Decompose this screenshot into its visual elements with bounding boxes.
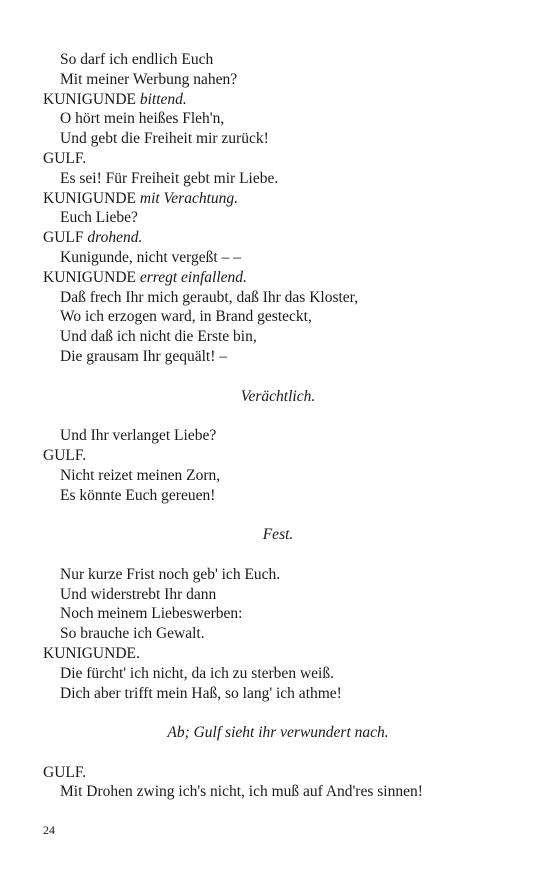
verse-line: Mit Drohen zwing ich's nicht, ich muß auf And'res sinnen!: [60, 783, 423, 801]
stage-direction: Verächtlich.: [240, 387, 316, 405]
speaker-name: KUNIGUNDE: [43, 90, 136, 108]
stage-direction: Ab; Gulf sieht ihr verwundert nach.: [167, 724, 389, 742]
speaker-heading: [43, 90, 513, 110]
stage-direction-inline: bittend.: [139, 90, 187, 108]
speaker-name: GULF.: [43, 446, 87, 464]
verse-line: Kunigunde, nicht vergeßt – –: [60, 248, 241, 266]
blank-line: [43, 545, 513, 565]
verse-line: So brauche ich Gewalt.: [60, 625, 205, 643]
verse-line: So darf ich endlich Euch: [60, 51, 214, 68]
verse-line: Die fürcht' ich nicht, da ich zu sterben weiß.: [60, 664, 334, 682]
verse-line: O hört mein heißes Fleh'n,: [60, 110, 225, 128]
verse-line: Wo ich erzogen ward, in Brand gesteckt,: [60, 308, 312, 326]
speaker-name: KUNIGUNDE: [43, 268, 136, 286]
speaker-name: KUNIGUNDE.: [43, 644, 140, 662]
verse-line: Es könnte Euch gereuen!: [60, 486, 216, 504]
speaker-heading: [43, 189, 513, 209]
speaker-heading: [43, 228, 513, 248]
verse-line: Und widerstrebt Ihr dann: [60, 585, 217, 603]
blank-line: [43, 505, 513, 525]
speaker-heading: [43, 644, 513, 664]
speaker-heading: [43, 763, 513, 783]
verse-line: Euch Liebe?: [60, 209, 138, 227]
speaker-heading: [43, 149, 513, 169]
verse-line: Noch meinem Liebeswerben:: [60, 605, 243, 623]
stage-direction: Fest.: [262, 526, 294, 544]
stage-direction-inline: mit Verachtung.: [139, 189, 239, 207]
verse-line: Und gebt die Freiheit mir zurück!: [60, 130, 269, 148]
page-number: 24: [43, 823, 55, 837]
speaker-name: KUNIGUNDE: [43, 189, 136, 207]
speaker-name: GULF.: [43, 763, 87, 781]
speaker-name: GULF.: [43, 149, 87, 167]
blank-line: [43, 367, 513, 387]
play-text: [43, 50, 513, 802]
speaker-heading: [43, 268, 513, 288]
verse-line: Es sei! Für Freiheit gebt mir Liebe.: [60, 169, 279, 187]
verse-line: Dich aber trifft mein Haß, so lang' ich athme!: [60, 684, 342, 702]
verse-line: Mit meiner Werbung nahen?: [60, 70, 238, 88]
blank-line: [43, 406, 513, 426]
stage-direction-inline: erregt einfallend.: [139, 268, 247, 286]
speaker-name: GULF: [43, 229, 84, 247]
verse-line: Nur kurze Frist noch geb' ich Euch.: [60, 565, 281, 583]
blank-line: [43, 703, 513, 723]
verse-line: Daß frech Ihr mich geraubt, daß Ihr das Kloster,: [60, 288, 359, 306]
speaker-heading: [43, 446, 513, 466]
blank-line: [43, 743, 513, 763]
stage-direction-inline: drohend.: [87, 229, 143, 247]
verse-line: Nicht reizet meinen Zorn,: [60, 466, 221, 484]
verse-line: Und Ihr verlanget Liebe?: [60, 427, 217, 445]
verse-line: Die grausam Ihr gequält! –: [60, 347, 227, 365]
verse-line: Und daß ich nicht die Erste bin,: [60, 328, 257, 346]
